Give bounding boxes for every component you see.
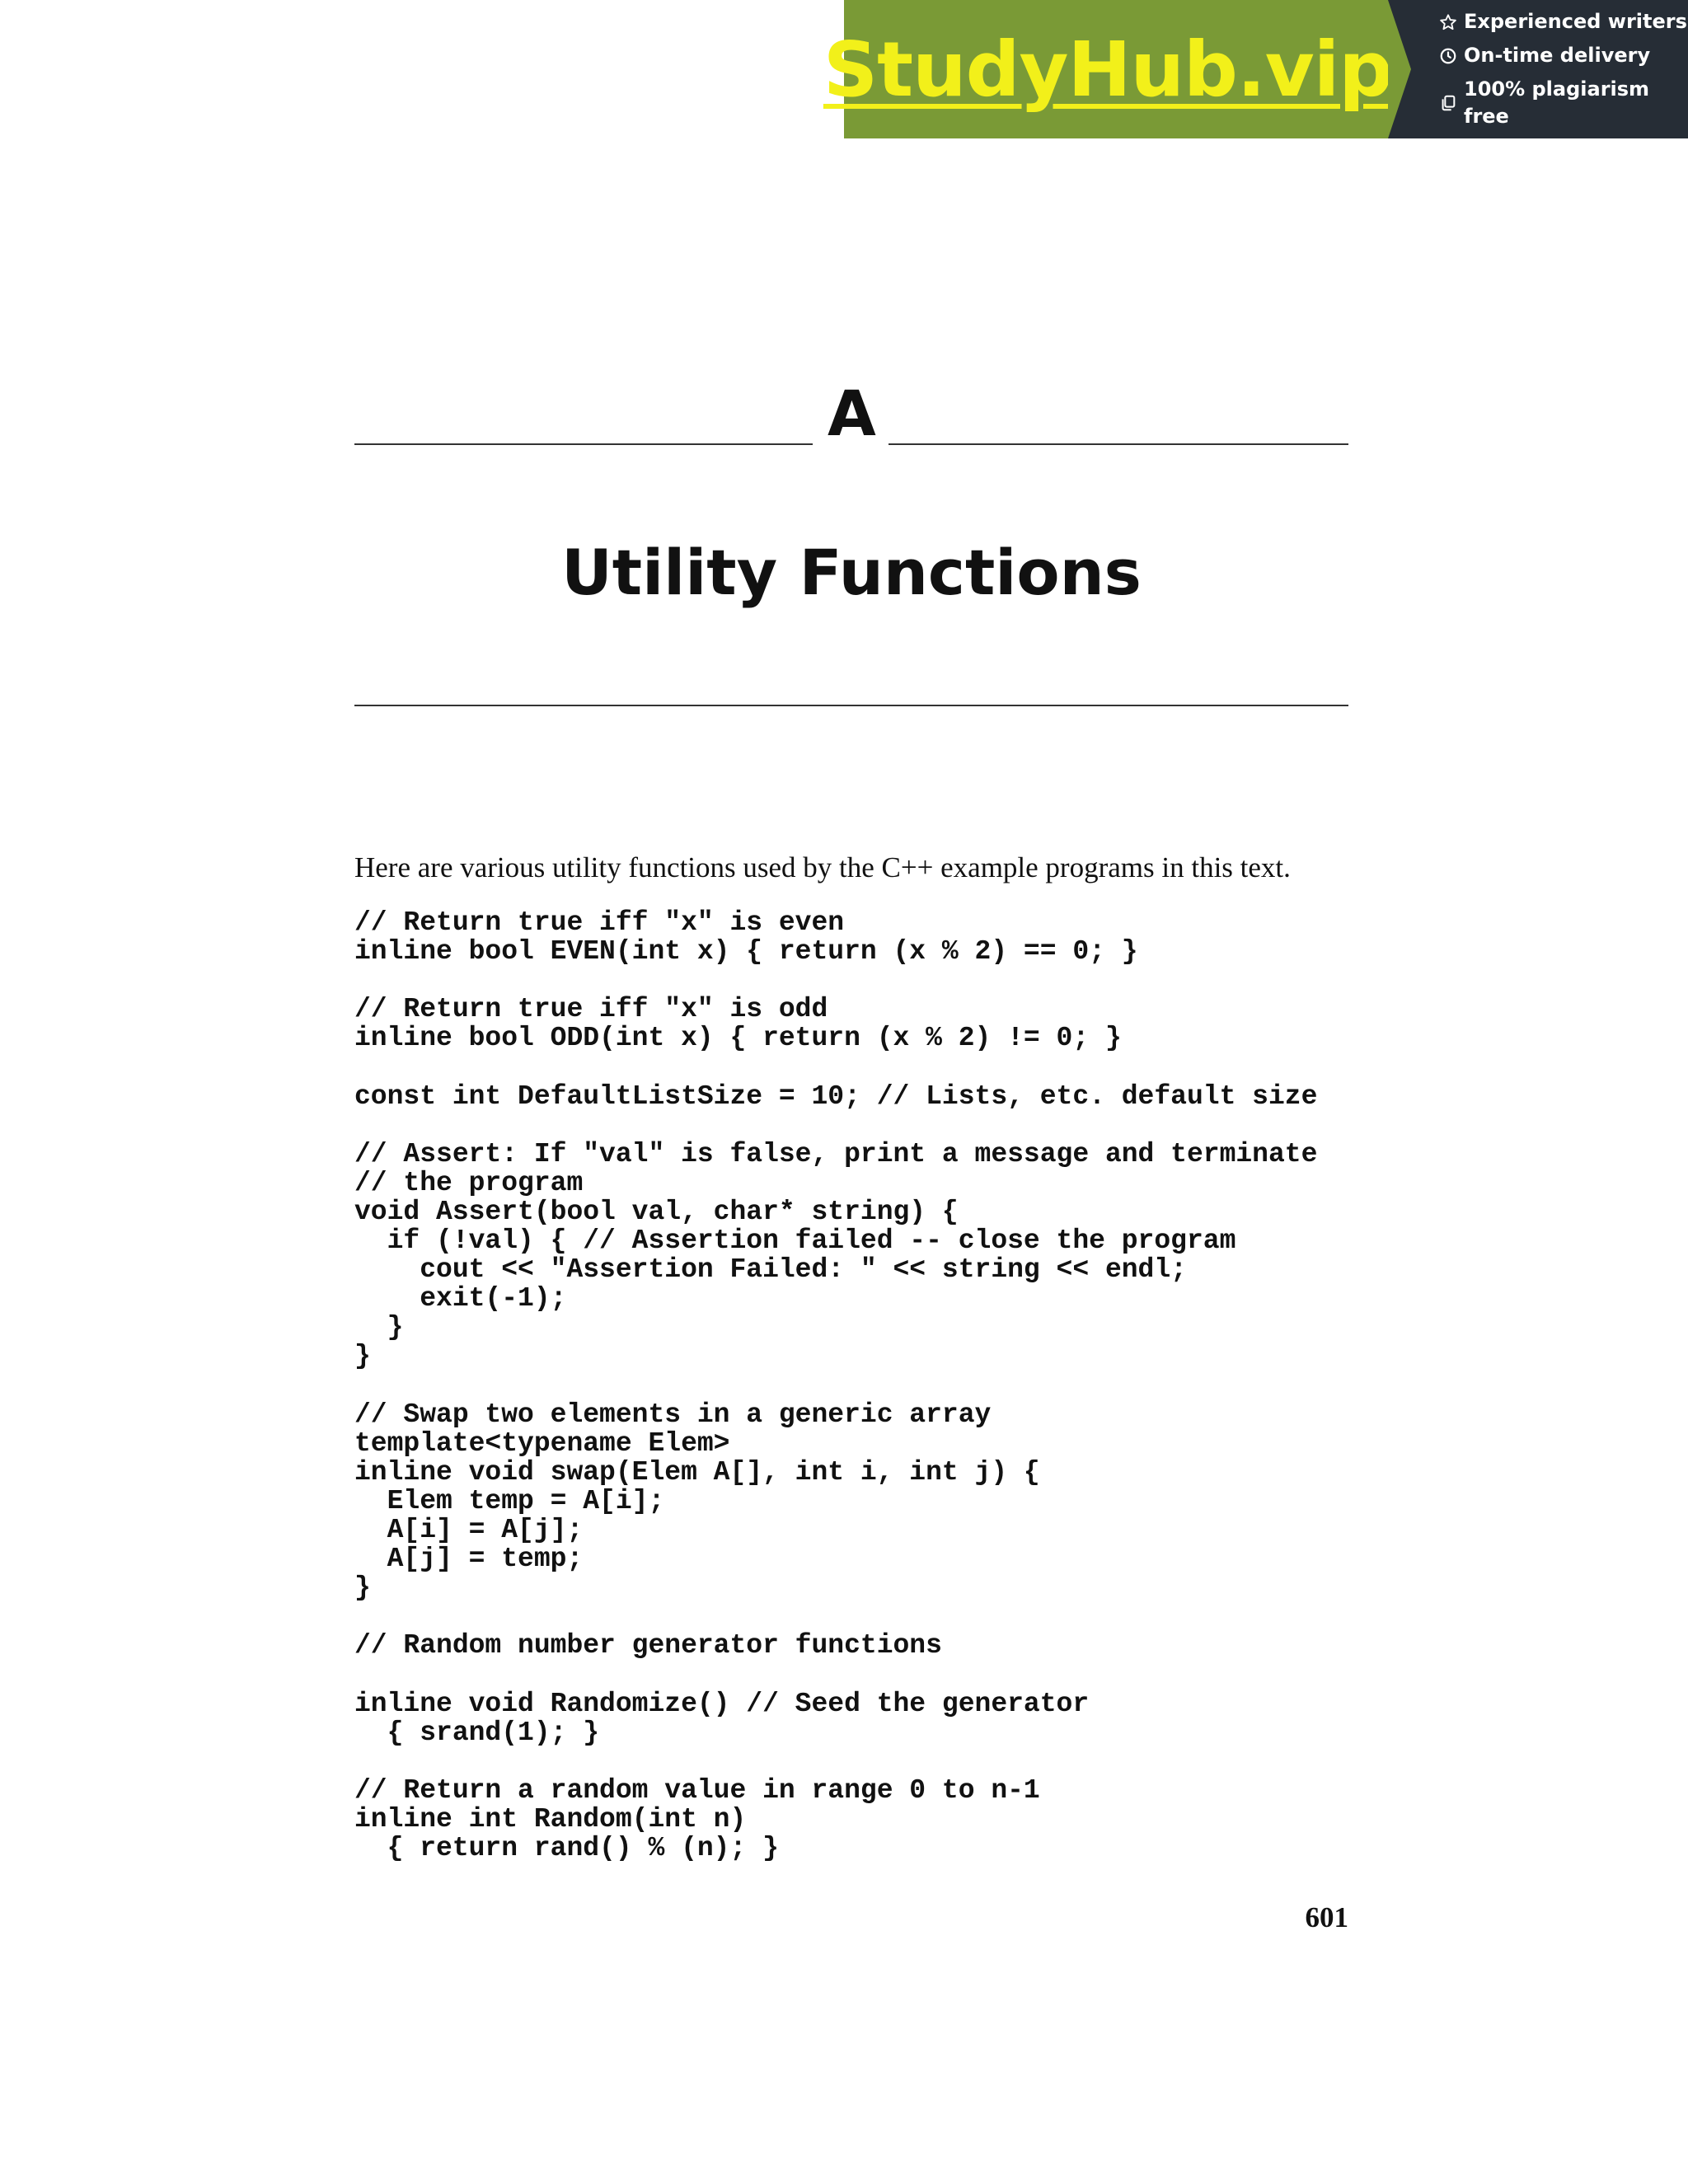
feature-label: Experienced writers xyxy=(1464,10,1687,33)
star-icon xyxy=(1439,13,1457,31)
studyhub-banner[interactable] xyxy=(823,0,1688,138)
chapter-letter: A xyxy=(828,377,876,450)
feature-experienced-writers xyxy=(1439,8,1688,35)
intro-paragraph: Here are various utility functions used by the C++ example programs in this text. xyxy=(354,851,1291,883)
chapter-rule-left xyxy=(354,443,813,445)
code-listing: // Return true iff "x" is even inline bool EVEN(int x) { return (x % 2) == 0; } // Return true iff "x" is odd inline bool ODD(int x) { return (x % 2) != 0; } const int DefaultListSize = 10; // Lists, etc. default size // Assert: If "val" is false, print a message and terminate // the program void Assert(bool val, char* string) { if (!val) { // Assertion failed -- close the program cout << "Assertion Failed: " << string << endl; exit(-1); } } // Swap two elements in a generic array template<typename Elem> inline void swap(Elem A[], int i, int j) { Elem temp = A[i]; A[i] = A[j]; A[j] = temp; } // Random number generator functions inline void Randomize() // Seed the generator { srand(1); } // Return a random value in range 0 to n-1 inline int Random(int n) { return rand() % (n); } xyxy=(354,907,1318,1863)
chapter-heading xyxy=(354,377,1348,450)
page-number: 601 xyxy=(1305,1901,1348,1933)
banner-features xyxy=(1388,0,1688,138)
feature-plagiarism-free xyxy=(1439,76,1688,130)
studyhub-logo[interactable] xyxy=(823,0,1393,138)
copy-icon xyxy=(1439,94,1457,112)
chapter-title: Utility Functions xyxy=(561,536,1142,609)
clock-icon xyxy=(1439,47,1457,65)
chapter-rule-right xyxy=(889,443,1348,445)
title-rule xyxy=(354,705,1348,706)
logo-text: StudyHub.vip xyxy=(823,25,1393,114)
feature-on-time-delivery xyxy=(1439,42,1688,69)
feature-label: On-time delivery xyxy=(1464,44,1651,67)
feature-label: 100% plagiarism free xyxy=(1464,77,1650,128)
